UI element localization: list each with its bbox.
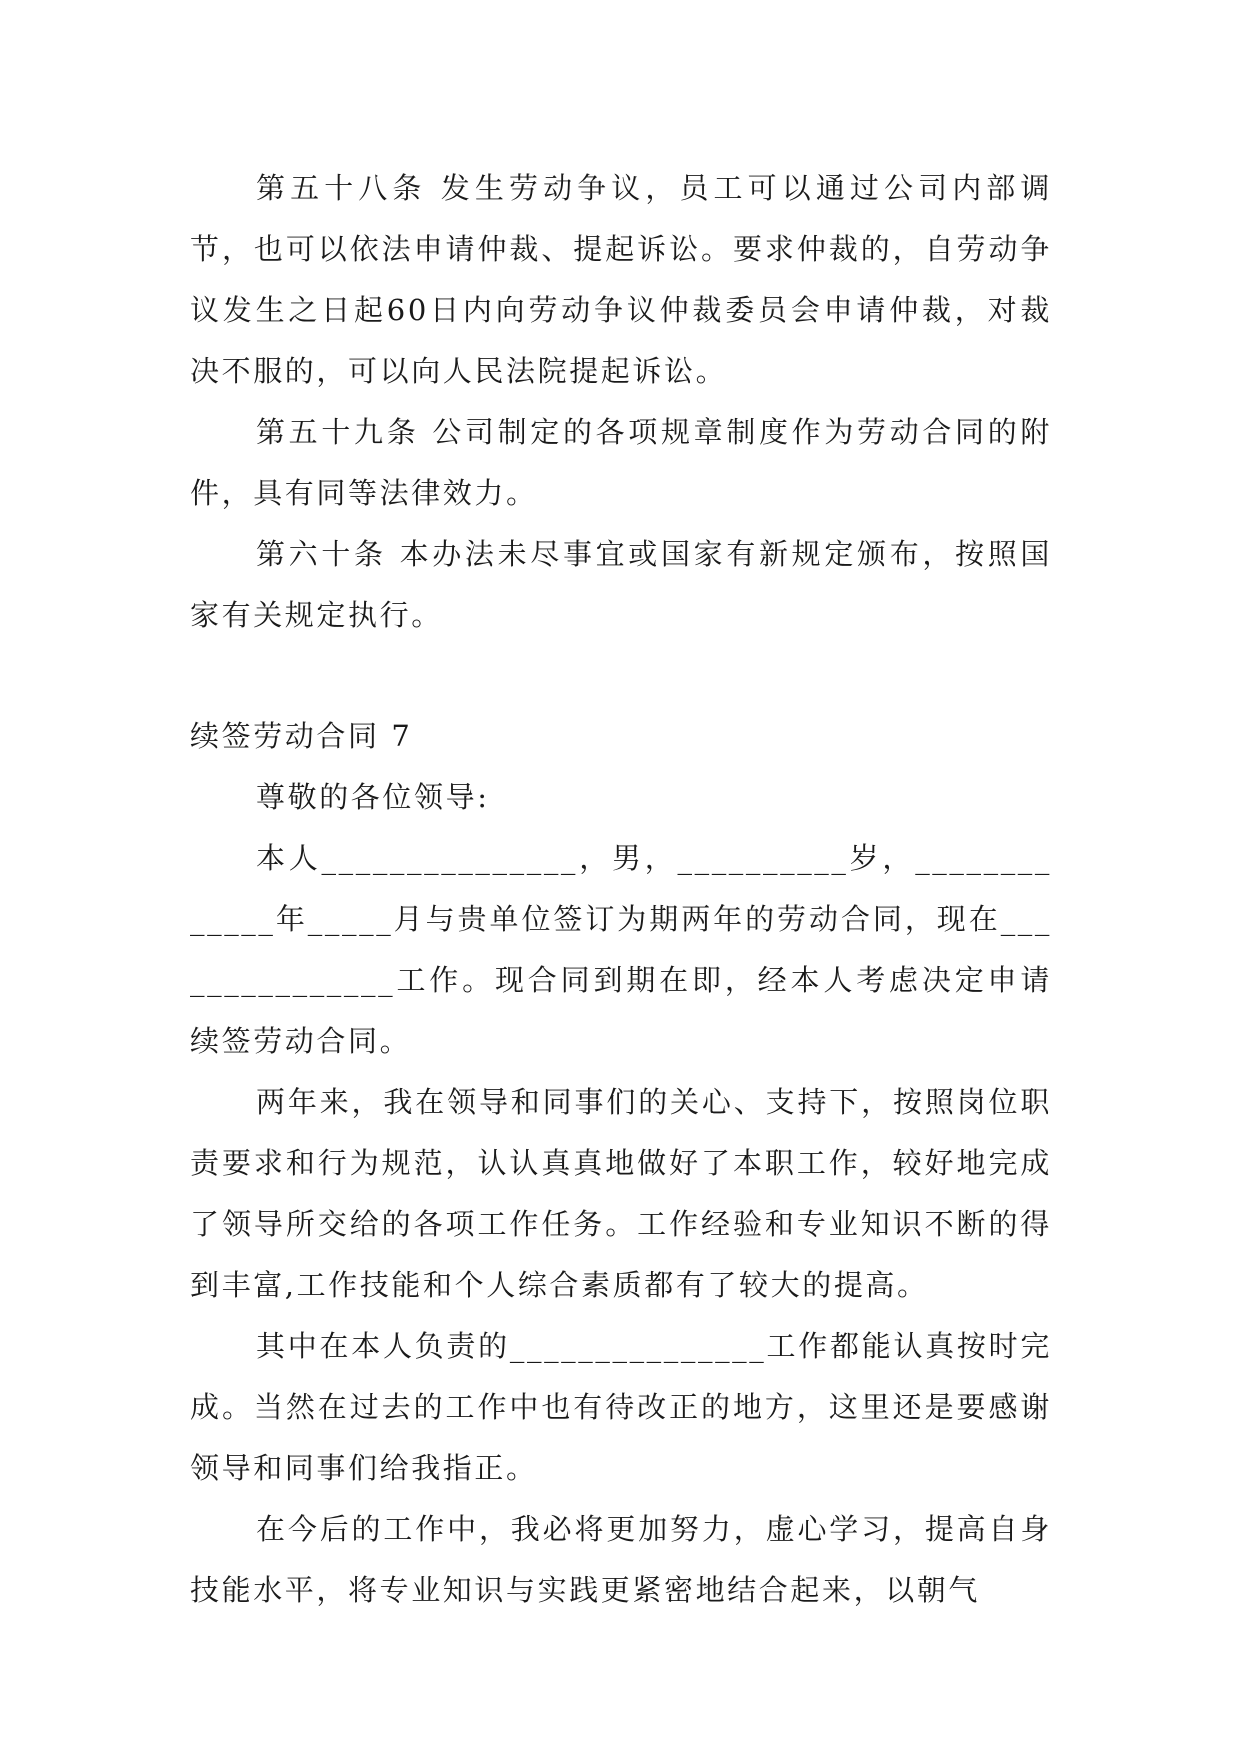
article-60-paragraph: 第六十条 本办法未尽事宜或国家有新规定颁布，按照国家有关规定执行。: [190, 537, 1052, 632]
section-gap: [190, 646, 1052, 706]
intro-paragraph: 本人_______________，男，__________岁，_____________年_____月与贵单位签订为期两年的劳动合同，现在_______________工作。现合同到期在即，经本人考虑决定申请续签劳动合同。: [190, 841, 1052, 1058]
section-title: 续签劳动合同 7: [190, 719, 413, 753]
document-body: [190, 158, 1052, 1621]
future-paragraph: 在今后的工作中，我必将更加努力，虚心学习，提高自身技能水平，将专业知识与实践更紧密地结合起来，以朝气: [190, 1512, 1052, 1607]
salutation: 尊敬的各位领导:: [256, 780, 490, 814]
work-review-paragraph: 两年来，我在领导和同事们的关心、支持下，按照岗位职责要求和行为规范，认认真真地做好了本职工作，较好地完成了领导所交给的各项工作任务。工作经验和专业知识不断的得到丰富,工作技能和个人综合素质都有了较大的提高。: [190, 1085, 1052, 1302]
responsibility-paragraph: 其中在本人负责的_______________工作都能认真按时完成。当然在过去的工作中也有待改正的地方，这里还是要感谢领导和同事们给我指正。: [190, 1329, 1052, 1485]
article-58-paragraph: 第五十八条 发生劳动争议，员工可以通过公司内部调节，也可以依法申请仲裁、提起诉讼。要求仲裁的，自劳动争议发生之日起60日内向劳动争议仲裁委员会申请仲裁，对裁决不服的，可以向人民法院提起诉讼。: [190, 171, 1052, 388]
article-59-paragraph: 第五十九条 公司制定的各项规章制度作为劳动合同的附件，具有同等法律效力。: [190, 415, 1052, 510]
